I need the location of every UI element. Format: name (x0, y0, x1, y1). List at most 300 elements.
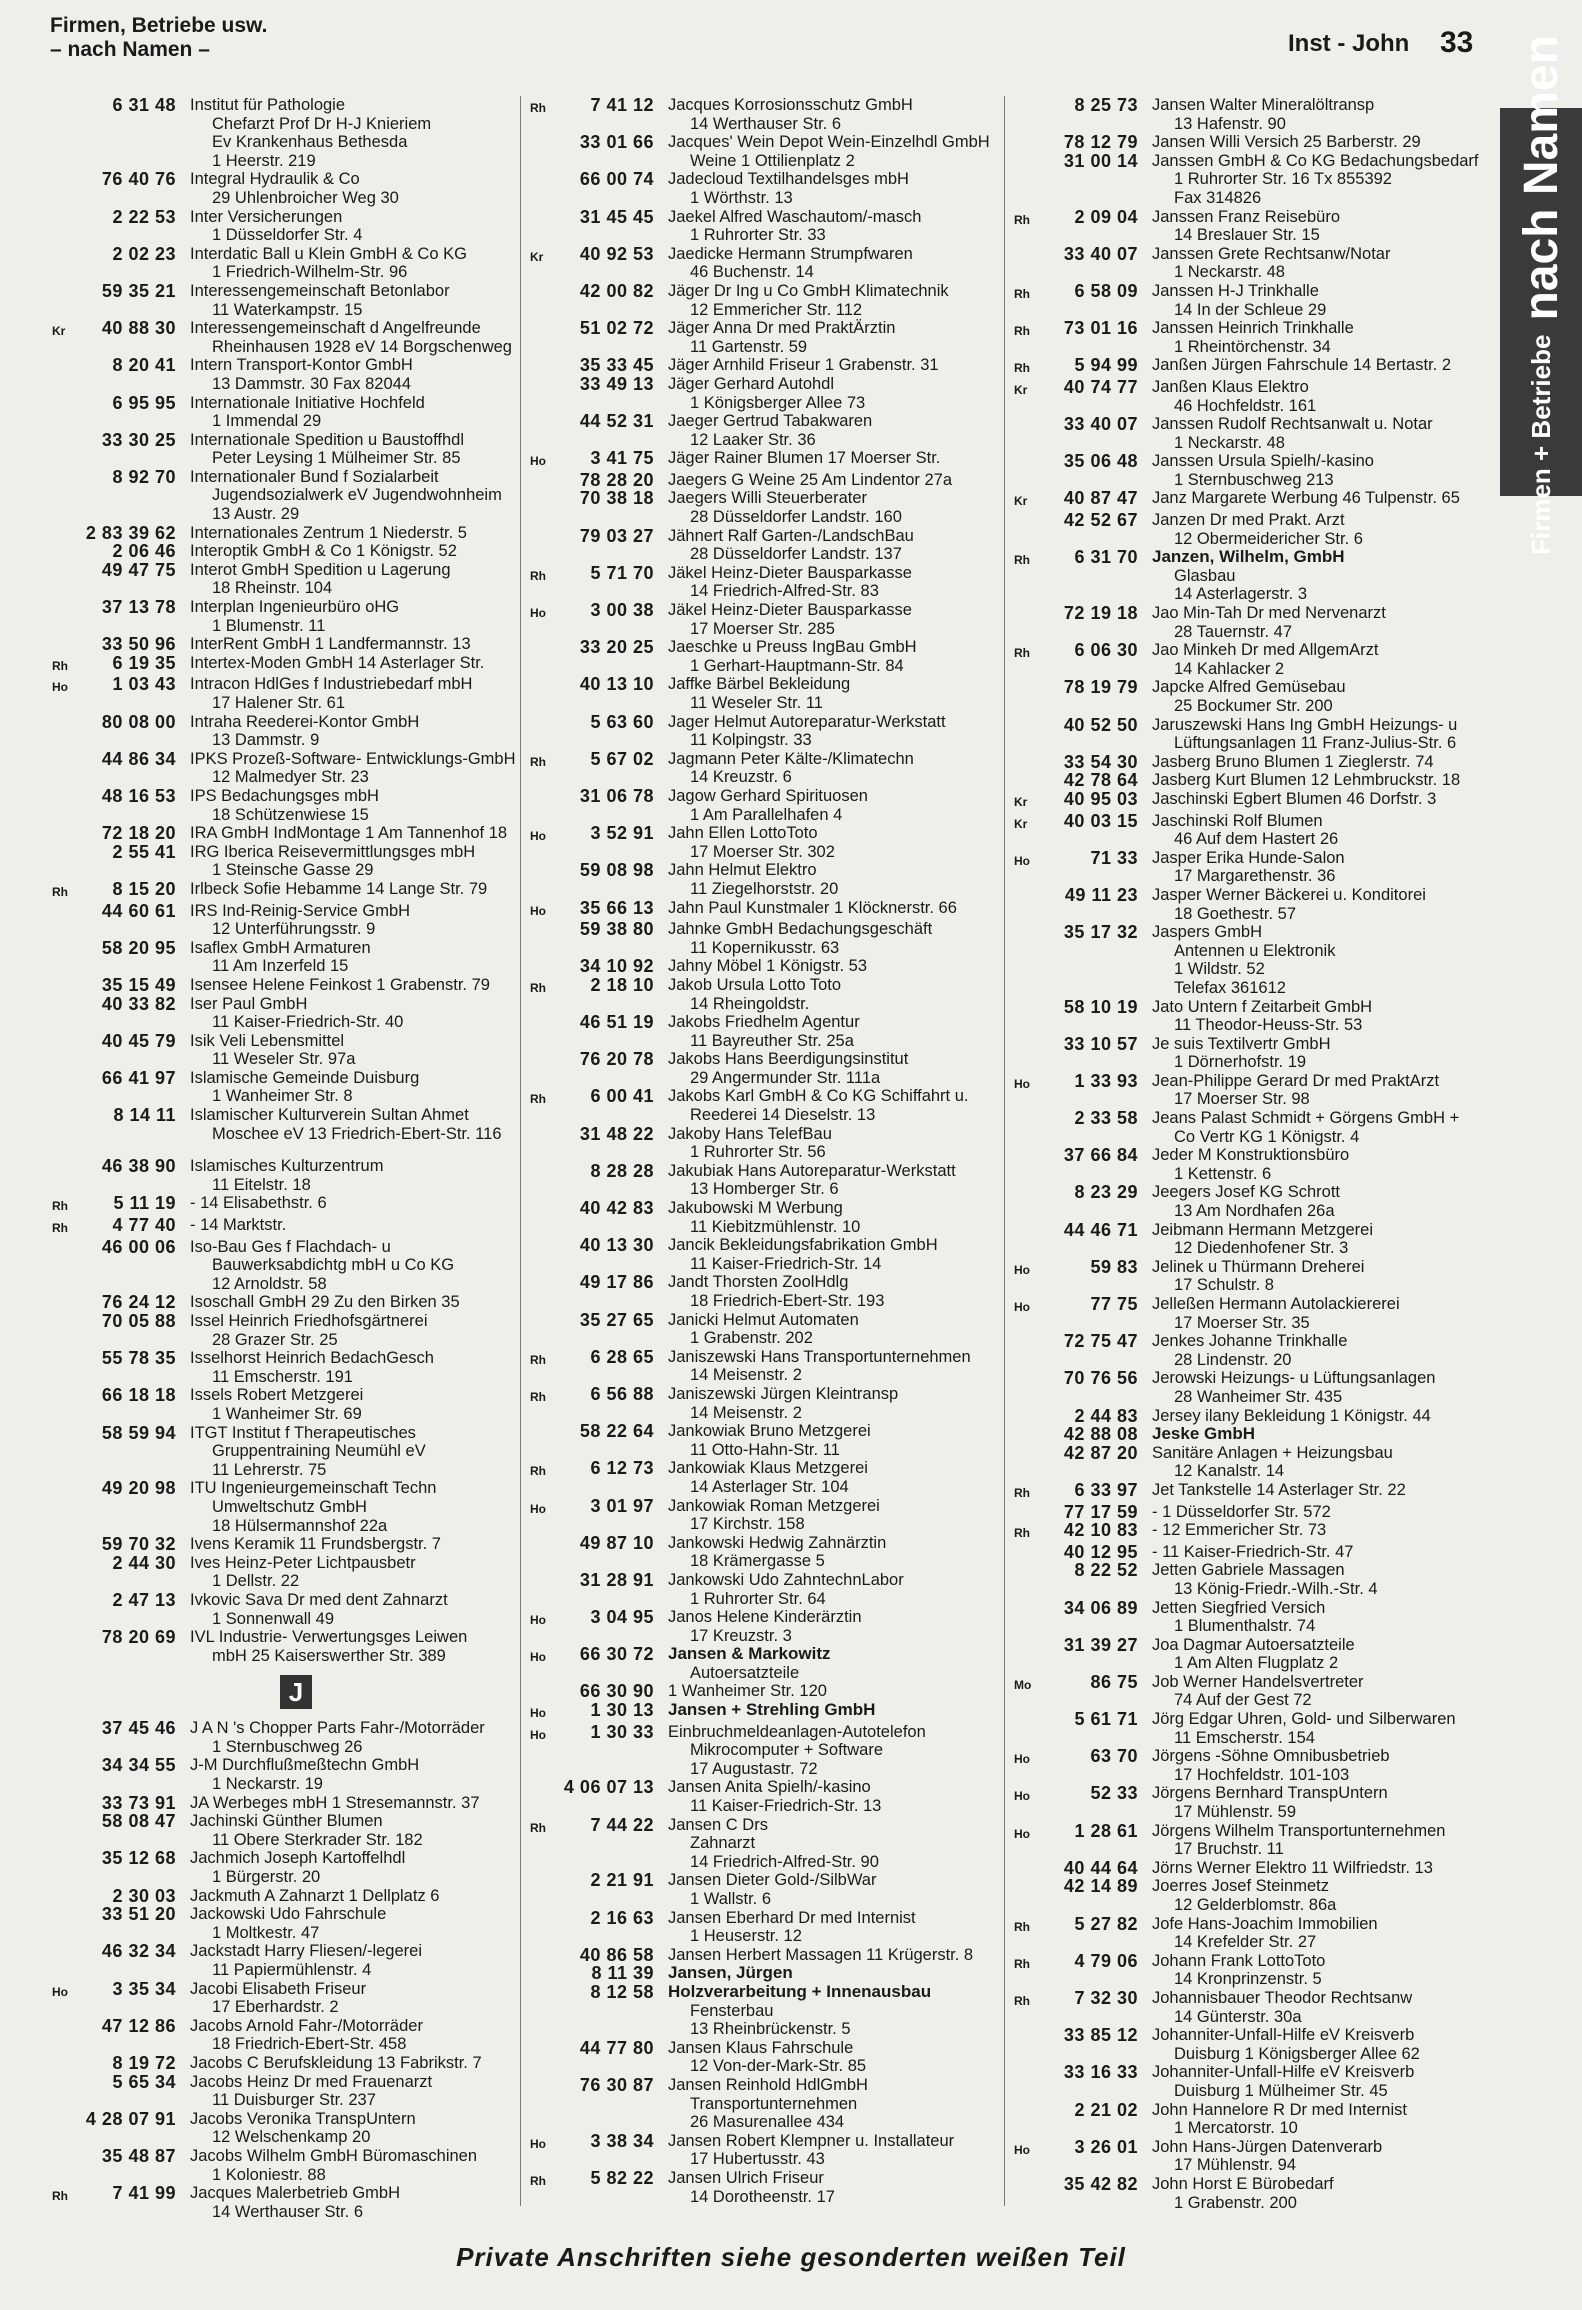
district-code (530, 638, 556, 675)
entry-detail: Moschee eV 13 Friedrich-Ebert-Str. 116 (212, 1124, 502, 1143)
entry-name: Jansen C Drs (668, 1815, 768, 1834)
entry-detail: 1 Dörnerhofstr. 19 (1174, 1053, 1307, 1072)
entry-name: Jagmann Peter Kälte-/Klimatechn (668, 749, 914, 768)
district-code (530, 170, 556, 207)
district-code: Rh (530, 101, 546, 115)
entry-detail: 14 Kronprinzenstr. 5 (1174, 1970, 1322, 1989)
listing-entry (530, 1050, 1010, 1087)
district-code (52, 1312, 78, 1349)
district-code (1014, 1369, 1040, 1406)
entry-name: Iser Paul GmbH (190, 994, 308, 1013)
listing-entry (52, 1424, 532, 1480)
listing-entry (1014, 716, 1494, 753)
district-code: Ho (52, 680, 68, 695)
listing-entry (530, 787, 1010, 824)
phone-number: 78 20 69 (101, 1627, 176, 1648)
phone-number: 59 70 32 (101, 1534, 176, 1555)
district-code (52, 1157, 78, 1194)
listing-entry (530, 208, 1010, 245)
district-code (1014, 1146, 1040, 1183)
entry-name: Jato Untern f Zeitarbeit GmbH (1152, 997, 1373, 1016)
entry-name: Jaegers G Weine 25 Am Lindentor 27a (668, 470, 953, 489)
entry-detail: 18 Rheinstr. 104 (212, 579, 333, 598)
listing-entry (1014, 1599, 1494, 1636)
district-code: Rh (530, 1389, 546, 1404)
phone-number: 58 20 95 (101, 937, 176, 958)
entry-name: - 1 Düsseldorfer Str. 572 (1152, 1502, 1331, 1521)
district-code (530, 375, 556, 412)
district-code (52, 2017, 78, 2054)
entry-name: Jansen Dieter Gold-/SilbWar (668, 1871, 877, 1890)
entry-detail: 11 Eitelstr. 18 (212, 1175, 311, 1194)
district-code: Ho (1014, 1789, 1030, 1804)
entry-name: Janssen GmbH & Co KG Bedachungsbedarf (1152, 151, 1479, 170)
entry-name: Jacques Malerbetrieb GmbH (190, 2184, 401, 2203)
entry-name: Interplan Ingenieurbüro oHG (190, 598, 400, 617)
listing-entry (52, 1554, 532, 1591)
phone-number: 49 87 10 (579, 1532, 654, 1553)
listing-entry (1014, 1258, 1494, 1295)
entry-detail: 46 Buchenstr. 14 (690, 263, 814, 282)
entry-name: Jansen Reinhold HdlGmbH (668, 2075, 868, 2094)
entry-name: Jelleßen Hermann Autolackiererei (1152, 1295, 1400, 1313)
district-code (1014, 1407, 1040, 1426)
entry-detail: 1 Sternbuschweg 213 (1174, 470, 1334, 489)
district-code (1014, 452, 1040, 489)
listing-entry (52, 1849, 532, 1886)
district-code (52, 1756, 78, 1793)
district-code: Rh (1014, 646, 1030, 661)
district-code: Rh (52, 2189, 68, 2204)
district-code: Kr (530, 249, 544, 264)
phone-number: 42 14 89 (1063, 1876, 1138, 1897)
district-code (1014, 923, 1040, 997)
entry-detail: 1 Koloniestr. 88 (212, 2165, 326, 2184)
entry-detail: 17 Hubertusstr. 43 (690, 2150, 825, 2169)
phone-number: 40 88 30 (101, 318, 176, 339)
listing-entry (1014, 1915, 1494, 1952)
phone-number: 77 17 59 (1063, 1501, 1138, 1522)
district-code (530, 1311, 556, 1348)
district-code: Rh (1014, 1956, 1030, 1971)
phone-number: 8 23 29 (1074, 1182, 1138, 1203)
listing-entry (52, 431, 532, 468)
district-code: Rh (52, 658, 68, 673)
phone-number: 5 11 19 (113, 1193, 176, 1214)
phone-number: 42 52 67 (1063, 510, 1138, 531)
phone-number: 55 78 35 (101, 1348, 176, 1369)
district-code (52, 995, 78, 1032)
entry-detail: 17 Mühlenstr. 59 (1174, 1803, 1296, 1822)
entry-name: Janzen, Wilhelm, GmbH (1152, 547, 1345, 567)
entry-name: Jansen Robert Klempner u. Installateur (668, 2131, 955, 2150)
entry-name: Jakobs Karl GmbH & Co KG Schiffahrt u. (668, 1087, 969, 1106)
entry-detail: 1 Immendal 29 (212, 412, 322, 431)
listing-entry (1014, 1332, 1494, 1369)
district-code: Ho (1014, 1076, 1030, 1091)
district-code (1014, 1332, 1040, 1369)
entry-detail: 11 Kaiser-Friedrich-Str. 40 (212, 1013, 404, 1032)
entry-name: Islamische Gemeinde Duisburg (190, 1068, 420, 1087)
district-code: Ho (1014, 1752, 1030, 1767)
entry-name: IPKS Prozeß-Software- Entwicklungs-GmbH (190, 749, 516, 768)
district-code: Mo (1014, 1677, 1032, 1692)
listing-entry (1014, 771, 1494, 790)
entry-name: Einbruchmeldeanlagen-Autotelefon (668, 1722, 926, 1741)
entry-detail: 13 Dammstr. 30 Fax 82044 (212, 374, 412, 393)
entry-detail: 12 Kanalstr. 14 (1174, 1462, 1285, 1481)
district-code (1014, 886, 1040, 923)
phone-number: 2 30 03 (112, 1885, 176, 1906)
entry-detail: 14 Friedrich-Alfred-Str. 90 (690, 1852, 879, 1871)
entry-name: Jeske GmbH (1152, 1424, 1255, 1444)
phone-number: 6 33 97 (1074, 1479, 1138, 1500)
district-code (530, 471, 556, 490)
entry-name: Jacques Korrosionsschutz GmbH (668, 96, 913, 114)
entry-name: Internationale Spedition u Baustoffhdl (190, 430, 464, 449)
entry-name: ITU Ingenieurgemeinschaft Techn (190, 1479, 437, 1498)
phone-number: 2 44 83 (1074, 1405, 1138, 1426)
listing-entry (530, 601, 1010, 638)
entry-name: Jaedicke Hermann Strumpfwaren (668, 244, 913, 263)
entry-name: Jansen Willi Versich 25 Barberstr. 29 (1152, 133, 1421, 152)
district-code (530, 1682, 556, 1701)
entry-detail: Fensterbau (690, 2001, 774, 2020)
entry-name: Jackmuth A Zahnarzt 1 Dellplatz 6 (190, 1886, 440, 1905)
district-code (1014, 1183, 1040, 1220)
phone-number: 40 45 79 (101, 1030, 176, 1051)
district-code (52, 2147, 78, 2184)
listing-entry (52, 2017, 532, 2054)
phone-number: 3 35 34 (112, 1978, 176, 1999)
entry-detail: 11 Kiebitzmühlenstr. 10 (690, 1217, 861, 1236)
listing-entry (1014, 998, 1494, 1035)
district-code (52, 2110, 78, 2147)
entry-detail: 1 Rheintörchenstr. 34 (1174, 337, 1331, 356)
entry-detail: 1 Neckarstr. 48 (1174, 263, 1285, 282)
listing-entry (530, 564, 1010, 601)
listing-entry (52, 843, 532, 880)
phone-number: 34 34 55 (101, 1755, 176, 1776)
entry-name: Jakobs Hans Beerdigungsinstitut (668, 1050, 909, 1069)
listing-entry (1014, 415, 1494, 452)
district-code (52, 1106, 78, 1143)
phone-number: 86 75 (1090, 1671, 1138, 1692)
listing-entry (1014, 356, 1494, 378)
phone-number: 33 51 20 (101, 1904, 176, 1925)
entry-detail: Duisburg 1 Mülheimer Str. 45 (1174, 2081, 1388, 2100)
entry-detail: 26 Masurenallee 434 (690, 2113, 845, 2132)
entry-name: IRG Iberica Reisevermittlungsges mbH (190, 842, 476, 861)
entry-name: Jansen Herbert Massagen 11 Krügerstr. 8 (668, 1945, 974, 1964)
phone-number: 46 32 34 (101, 1941, 176, 1962)
entry-detail: 1 Mercatorstr. 10 (1174, 2119, 1298, 2138)
listing-entry (530, 1701, 1010, 1723)
entry-name: J A N 's Chopper Parts Fahr-/Motorräder (190, 1719, 485, 1738)
phone-number: 44 77 80 (579, 2037, 654, 2058)
listing-entry (1014, 1109, 1494, 1146)
entry-detail: 18 Friedrich-Ebert-Str. 458 (212, 2035, 407, 2054)
entry-name: Isaflex GmbH Armaturen (190, 938, 371, 957)
section-header-line2: – nach Namen – (50, 38, 210, 61)
district-code (530, 675, 556, 712)
entry-detail: Duisburg 1 Königsberger Allee 62 (1174, 2044, 1420, 2063)
entry-detail: 11 Weseler Str. 97a (212, 1050, 356, 1069)
entry-name: Isensee Helene Feinkost 1 Grabenstr. 79 (190, 975, 490, 994)
district-code: Rh (1014, 553, 1030, 568)
district-code: Ho (530, 1727, 546, 1742)
listing-entry (52, 824, 532, 843)
entry-name: Jäger Rainer Blumen 17 Moerser Str. (668, 449, 941, 468)
district-code (1014, 133, 1040, 152)
listing-column-2 (530, 96, 1010, 2206)
phone-number: 46 51 19 (579, 1012, 654, 1033)
phone-number: 6 58 09 (1074, 280, 1138, 301)
entry-name: - 14 Elisabethstr. 6 (190, 1194, 327, 1213)
entry-detail: 11 Duisburger Str. 237 (212, 2091, 376, 2110)
district-code (52, 635, 78, 654)
entry-detail: 17 Moerser Str. 98 (1174, 1090, 1310, 1109)
district-code: Kr (1014, 382, 1028, 397)
listing-entry (530, 1087, 1010, 1124)
phone-number: 31 48 22 (579, 1123, 654, 1144)
listing-entry (52, 1719, 532, 1756)
district-code (1014, 1561, 1040, 1598)
phone-number: 4 06 07 13 (563, 1777, 654, 1798)
phone-number: 66 41 97 (101, 1067, 176, 1088)
phone-number: 2 22 53 (112, 206, 176, 227)
listing-entry (52, 939, 532, 976)
phone-number: 2 55 41 (112, 841, 176, 862)
district-code (1014, 1859, 1040, 1878)
district-code: Ho (1014, 853, 1030, 868)
phone-number: 76 20 78 (579, 1049, 654, 1070)
entry-name: IRA GmbH IndMontage 1 Am Tannenhof 18 (190, 824, 508, 843)
phone-number: 8 15 20 (112, 878, 176, 899)
phone-number: 42 87 20 (1063, 1442, 1138, 1463)
entry-name: Jetten Siegfried Versich (1152, 1598, 1326, 1617)
listing-entry (52, 902, 532, 939)
listing-entry (1014, 641, 1494, 678)
entry-name: - 14 Marktstr. (190, 1216, 287, 1235)
entry-detail: Lüftungsanlagen 11 Franz-Julius-Str. 6 (1174, 734, 1457, 753)
entry-name: Janiszewski Hans Transportunternehmen (668, 1347, 971, 1366)
district-code (52, 1812, 78, 1849)
district-code (52, 524, 78, 543)
listing-entry (530, 750, 1010, 787)
entry-detail: 29 Uhlenbroicher Weg 30 (212, 188, 399, 207)
entry-detail: 11 Emscherstr. 154 (1174, 1728, 1315, 1747)
phone-number: 76 24 12 (101, 1292, 176, 1313)
listing-entry (52, 542, 532, 561)
entry-detail: 25 Bockumer Str. 200 (1174, 697, 1333, 715)
listing-entry (530, 489, 1010, 526)
listing-entry (530, 282, 1010, 319)
listing-entry (530, 1125, 1010, 1162)
phone-number: 33 01 66 (579, 132, 654, 153)
entry-detail: 11 Otto-Hahn-Str. 11 (690, 1440, 840, 1459)
phone-number: 42 88 08 (1063, 1424, 1138, 1445)
phone-number: 78 19 79 (1063, 677, 1138, 698)
listing-entry (1014, 133, 1494, 152)
entry-name: Japcke Alfred Gemüsebau (1152, 678, 1346, 697)
district-code (1014, 245, 1040, 282)
district-code (52, 1293, 78, 1312)
phone-number: 58 22 64 (579, 1421, 654, 1442)
entry-name: Jagow Gerhard Spirituosen (668, 786, 868, 805)
phone-number: 42 78 64 (1063, 770, 1138, 791)
district-code (530, 208, 556, 245)
district-code: Kr (1014, 816, 1028, 831)
district-code (1014, 511, 1040, 548)
entry-detail: Jugendsozialwerk eV Jugendwohnheim (212, 486, 502, 505)
entry-detail: Transportunternehmen (690, 2094, 858, 2113)
phone-number: 35 06 48 (1063, 451, 1138, 472)
listing-entry (1014, 1407, 1494, 1426)
phone-number: 40 74 77 (1063, 376, 1138, 397)
phone-number: 2 83 39 62 (85, 522, 176, 543)
entry-detail: 1 Steinsche Gasse 29 (212, 861, 374, 880)
entry-name: Jäger Dr Ing u Co GmbH Klimatechnik (668, 281, 949, 300)
listing-entry (530, 1983, 1010, 2039)
entry-detail: 1 Neckarstr. 19 (212, 1775, 323, 1794)
listing-entry (52, 1628, 532, 1665)
phone-number: 46 38 90 (101, 1156, 176, 1177)
entry-name: Issel Heinrich Friedhofsgärtnerei (190, 1312, 428, 1330)
district-code (1014, 1109, 1040, 1146)
district-code (1014, 753, 1040, 772)
entry-detail: 14 Asterlagerstr. 3 (1174, 585, 1307, 604)
listing-entry (1014, 208, 1494, 245)
entry-detail: 1 Ruhrorter Str. 16 Tx 855392 (1174, 170, 1392, 189)
phone-number: 35 27 65 (579, 1309, 654, 1330)
district-code (530, 489, 556, 526)
district-code: Rh (1014, 286, 1030, 301)
entry-name: John Hannelore R Dr med Internist (1152, 2100, 1407, 2119)
entry-name: Jadecloud Textilhandelsges mbH (668, 170, 909, 189)
phone-number: 33 50 96 (101, 634, 176, 655)
district-code: Ho (52, 1984, 68, 1999)
entry-detail: 1 Bürgerstr. 20 (212, 1868, 321, 1887)
listing-entry (530, 2169, 1010, 2206)
phone-number: 33 49 13 (579, 373, 654, 394)
entry-detail: 17 Schulstr. 8 (1174, 1276, 1274, 1295)
listing-entry (52, 1756, 532, 1793)
footer-note: Private Anschriften siehe gesonderten weißen Teil (456, 2242, 1126, 2272)
listing-entry (1014, 1543, 1494, 1562)
entry-detail: 1 Wörthstr. 13 (690, 188, 793, 207)
phone-number: 40 87 47 (1063, 488, 1138, 509)
entry-name: Jansen Ulrich Friseur (668, 2168, 824, 2187)
phone-number: 5 27 82 (1074, 1913, 1138, 1934)
district-code (52, 787, 78, 824)
listing-column-1 (52, 96, 532, 2221)
district-code (1014, 771, 1040, 790)
phone-number: 6 06 30 (1074, 640, 1138, 661)
entry-name: Jacobs Heinz Dr med Frauenarzt (190, 2072, 433, 2091)
listing-entry (1014, 1877, 1494, 1914)
entry-name: Jacobs Veronika TranspUntern (190, 2109, 416, 2128)
entry-detail: 1 Ruhrorter Str. 56 (690, 1143, 826, 1162)
phone-number: 7 41 12 (590, 95, 654, 115)
phone-number: 44 60 61 (101, 900, 176, 921)
entry-detail: 14 Krefelder Str. 27 (1174, 1933, 1317, 1952)
entry-detail: 13 Dammstr. 9 (212, 731, 320, 750)
entry-name: Ivkovic Sava Dr med dent Zahnarzt (190, 1590, 448, 1609)
phone-number: 76 30 87 (579, 2074, 654, 2095)
entry-detail: mbH 25 Kaiserswerther Str. 389 (212, 1646, 446, 1665)
phone-number: 34 10 92 (579, 956, 654, 977)
district-code (52, 1386, 78, 1423)
entry-detail: 12 Diedenhofener Str. 3 (1174, 1239, 1349, 1258)
district-code: Rh (1014, 1919, 1030, 1934)
entry-name: Jao Minkeh Dr med AllgemArzt (1152, 641, 1379, 660)
entry-name: Janssen Franz Reisebüro (1152, 207, 1341, 226)
listing-entry (52, 713, 532, 750)
phone-number: 77 75 (1090, 1294, 1138, 1314)
entry-detail: Rheinhausen 1928 eV 14 Borgschenweg (212, 337, 512, 356)
entry-detail: 1 Gerhart-Hauptmann-Str. 84 (690, 656, 904, 675)
entry-detail: Mikrocomputer + Software (690, 1741, 884, 1760)
district-code: Rh (1014, 361, 1030, 376)
phone-number: 8 14 11 (113, 1105, 176, 1126)
entry-detail: Weine 1 Ottilienplatz 2 (690, 151, 855, 170)
phone-number: 40 44 64 (1063, 1857, 1138, 1878)
phone-number: 2 44 30 (112, 1552, 176, 1573)
entry-name: 1 Wanheimer Str. 120 (668, 1682, 827, 1701)
entry-name: Jörns Werner Elektro 11 Wilfriedstr. 13 (1152, 1858, 1433, 1877)
listing-entry (52, 675, 532, 712)
entry-detail: 18 Hülsermannshof 22a (212, 1516, 388, 1535)
spacer (52, 1143, 532, 1157)
side-tab (1500, 35, 1582, 555)
listing-entry (52, 468, 532, 524)
entry-detail: 12 Welschenkamp 20 (212, 2128, 371, 2147)
district-code (530, 1273, 556, 1310)
listing-entry (52, 635, 532, 654)
listing-entry (52, 1349, 532, 1386)
phone-number: 6 56 88 (590, 1383, 654, 1404)
listing-entry (530, 1964, 1010, 1983)
district-code: Ho (530, 454, 546, 469)
entry-detail: 11 Kaiser-Friedrich-Str. 14 (690, 1254, 882, 1273)
district-code (530, 1162, 556, 1199)
phone-number: 66 30 72 (579, 1644, 654, 1665)
entry-detail: 12 Malmedyer Str. 23 (212, 768, 369, 787)
entry-name: Janz Margarete Werbung 46 Tulpenstr. 65 (1152, 489, 1460, 508)
phone-number: 7 32 30 (1074, 1987, 1138, 2008)
entry-name: Jäger Gerhard Autohdl (668, 374, 835, 393)
district-code (530, 1422, 556, 1459)
entry-name: Intraha Reederei-Kontor GmbH (190, 712, 420, 731)
entry-detail: 13 Austr. 29 (212, 505, 300, 524)
listing-entry (52, 1812, 532, 1849)
entry-name: Islamischer Kulturverein Sultan Ahmet (190, 1106, 469, 1125)
entry-detail: 1 Ruhrorter Str. 33 (690, 226, 826, 245)
phone-number: 59 83 (1090, 1256, 1138, 1277)
entry-name: Jenkes Johanne Trinkhalle (1152, 1332, 1348, 1351)
entry-name: Inter Versicherungen (190, 207, 343, 226)
district-code (52, 394, 78, 431)
phone-number: 3 04 95 (590, 1607, 654, 1628)
entry-name: Interoptik GmbH & Co 1 Königstr. 52 (190, 542, 457, 561)
entry-detail: 14 Werthauser Str. 6 (690, 114, 842, 133)
district-code (1014, 1636, 1040, 1673)
entry-detail: 17 Margarethenstr. 36 (1174, 867, 1336, 886)
phone-number: 35 42 82 (1063, 2173, 1138, 2194)
entry-name: Janzen Dr med Prakt. Arzt (1152, 511, 1345, 530)
listing-column-3 (1014, 96, 1494, 2212)
